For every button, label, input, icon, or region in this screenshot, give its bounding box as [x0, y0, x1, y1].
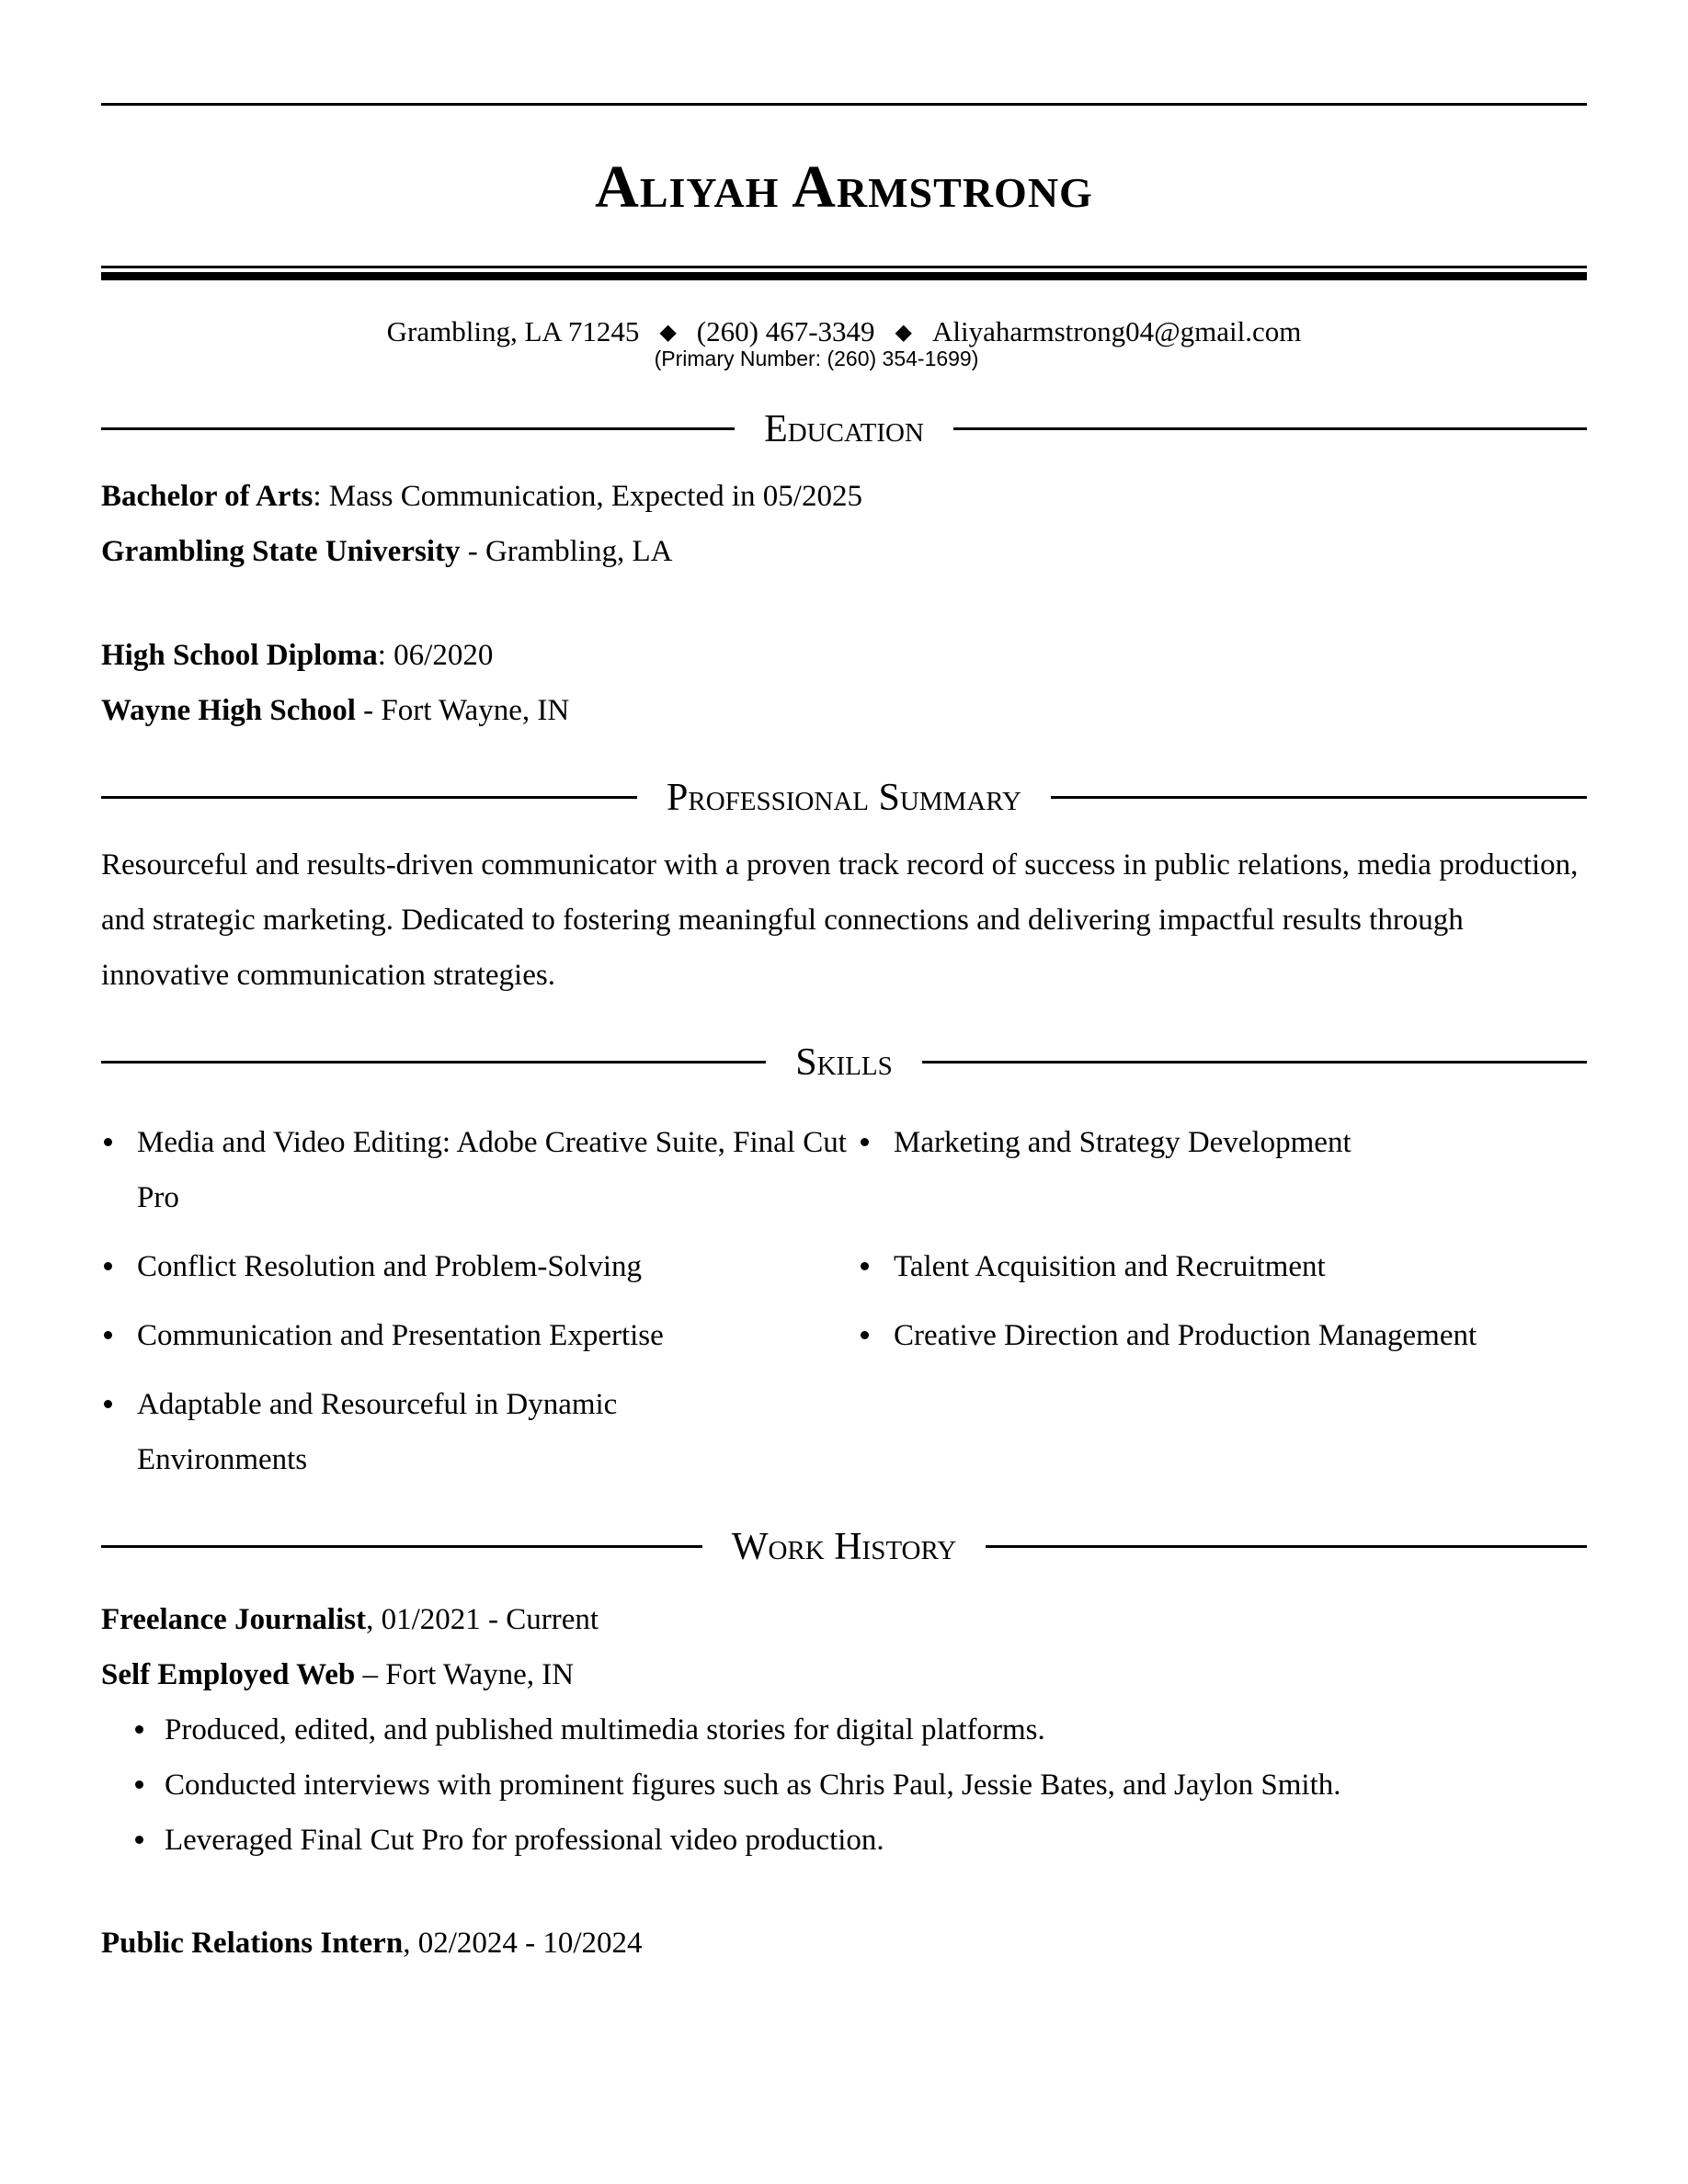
summary-text: Resourceful and results-driven communicator with a proven track record of success in public relations, media production, and strategic marketing. Dedicated to fostering meaningful connections and delivering impactful results through innovative communication strategies. — [101, 847, 1579, 992]
job-bullet: Leveraged Final Cut Pro for professional video production. — [132, 1813, 1587, 1868]
diamond-separator-icon: ◆ — [659, 321, 677, 345]
school-location: - Fort Wayne, IN — [355, 693, 570, 727]
resume-page — [101, 103, 1587, 1971]
job-role: Freelance Journalist — [101, 1602, 367, 1636]
job-title-line — [101, 1592, 1587, 1647]
bullet-icon — [104, 1262, 112, 1270]
degree-name: Bachelor of Arts — [101, 479, 314, 513]
skills-heading — [101, 1040, 1587, 1086]
school-location: - Grambling, LA — [460, 534, 673, 568]
job-location: – Fort Wayne, IN — [355, 1657, 575, 1691]
education-title: Education — [764, 407, 924, 450]
job-role: Public Relations Intern — [101, 1926, 404, 1960]
job-dates: , 02/2024 - 10/2024 — [403, 1926, 643, 1960]
degree-detail: : 06/2020 — [377, 638, 494, 672]
job-dates: , 01/2021 - Current — [366, 1602, 599, 1636]
skill-item: Talent Acquisition and Recruitment — [858, 1239, 1587, 1294]
candidate-name: Aliyah Armstrong — [595, 154, 1093, 221]
skill-item: Adaptable and Resourceful in Dynamic Environments — [101, 1377, 725, 1487]
bullet-icon — [104, 1400, 112, 1408]
work-list — [101, 1592, 1587, 1971]
bullet-icon — [861, 1138, 869, 1146]
bullet-icon — [861, 1331, 869, 1339]
skill-item: Communication and Presentation Expertise — [101, 1308, 858, 1363]
summary-title: Professional Summary — [667, 776, 1021, 819]
skills-title: Skills — [795, 1041, 893, 1084]
education-degree-line — [101, 469, 1587, 524]
work-heading — [101, 1524, 1587, 1570]
degree-name: High School Diploma — [101, 638, 378, 672]
job-title-line — [101, 1916, 1587, 1971]
bullet-icon — [135, 1780, 143, 1789]
heading-rule-right — [922, 1061, 1587, 1064]
skill-item: Creative Direction and Production Management — [858, 1308, 1587, 1363]
education-degree-line — [101, 628, 1587, 683]
skill-item: Media and Video Editing: Adobe Creative Suite, Final Cut Pro — [101, 1115, 858, 1225]
contact-phone: (260) 467-3349 — [696, 315, 875, 347]
skill-item: Marketing and Strategy Development — [858, 1115, 1587, 1225]
job-employer-line — [101, 1647, 1587, 1702]
contact-line — [101, 315, 1587, 348]
skill-item: Conflict Resolution and Problem-Solving — [101, 1239, 858, 1294]
heading-rule-left — [101, 1545, 702, 1548]
job-bullet: Conducted interviews with prominent figures such as Chris Paul, Jessie Bates, and Jaylon Smith. — [132, 1757, 1587, 1813]
heading-rule-left — [101, 1061, 766, 1064]
summary-heading — [101, 775, 1587, 821]
bullet-icon — [135, 1725, 143, 1734]
heading-rule-left — [101, 427, 735, 430]
work-title: Work History — [731, 1525, 957, 1568]
bullet-icon — [104, 1138, 112, 1146]
top-rule — [101, 103, 1587, 106]
name-rule-thick — [101, 272, 1587, 280]
school-name: Grambling State University — [101, 534, 461, 568]
skills-list — [101, 1115, 1587, 1487]
contact-location: Grambling, LA 71245 — [386, 315, 640, 347]
heading-rule-right — [1051, 796, 1587, 799]
heading-rule-left — [101, 796, 637, 799]
education-school-line — [101, 524, 1587, 579]
school-name: Wayne High School — [101, 693, 356, 727]
primary-number: (Primary Number: (260) 354-1699) — [654, 346, 979, 370]
education-heading — [101, 406, 1587, 452]
degree-detail: : Mass Communication, Expected in 05/2025 — [313, 479, 862, 513]
education-school-line — [101, 683, 1587, 738]
contact-email: Aliyaharmstrong04@gmail.com — [932, 315, 1302, 347]
name-rule-thin — [101, 266, 1587, 268]
job-bullets — [132, 1702, 1587, 1868]
diamond-separator-icon: ◆ — [895, 321, 912, 345]
heading-rule-right — [986, 1545, 1587, 1548]
education-list — [101, 469, 1587, 738]
bullet-icon — [861, 1262, 869, 1270]
heading-rule-right — [953, 427, 1587, 430]
job-employer: Self Employed Web — [101, 1657, 356, 1691]
bullet-icon — [135, 1836, 143, 1844]
bullet-icon — [104, 1331, 112, 1339]
job-bullet: Produced, edited, and published multimedia stories for digital platforms. — [132, 1702, 1587, 1757]
